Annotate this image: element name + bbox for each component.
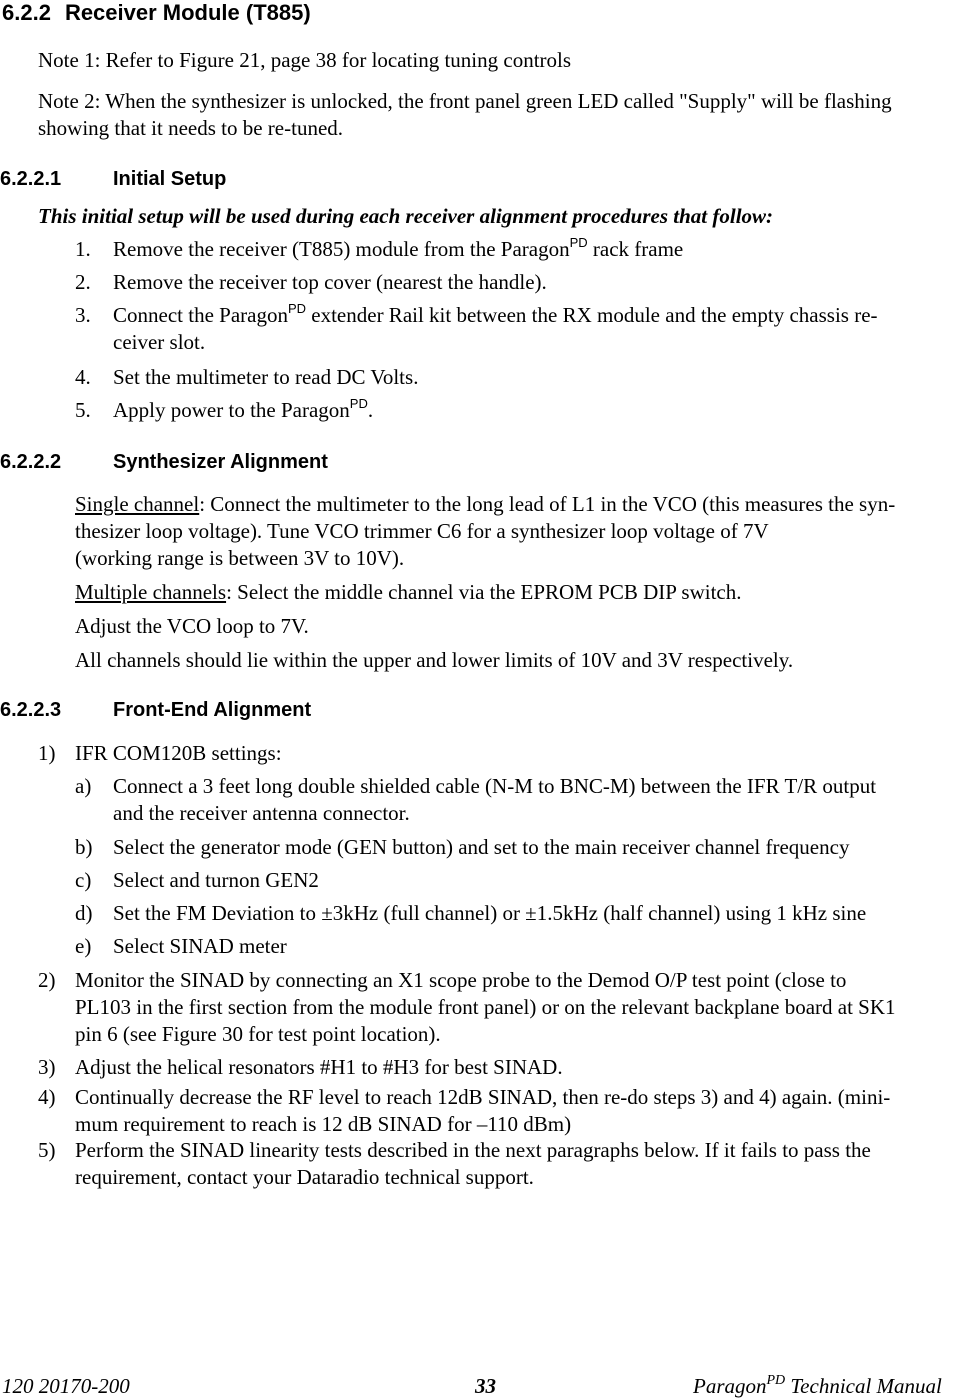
footer-manual-title: Paragon$^{PD}$ Technical Manual xyxy=(693,1373,942,1398)
list-marker: 2. xyxy=(75,270,91,294)
list-item: Remove the receiver top cover (nearest the handle). xyxy=(113,270,547,294)
list-marker: 1. xyxy=(75,237,91,261)
subsection-title: Synthesizer Alignment xyxy=(113,451,328,473)
sub-list-item: Select SINAD meter xyxy=(113,934,287,958)
section-heading xyxy=(2,0,311,26)
list-item: Continually decrease the RF level to reach 12dB SINAD, then re-do steps 3) and 4) again. (mini- xyxy=(75,1085,891,1109)
superscript: PD xyxy=(569,235,588,250)
list-item: Connect the Paragon$^{PD}$ extender Rail kit between the RX module and the empty chassis re- xyxy=(113,301,878,327)
list-marker: 5. xyxy=(75,398,91,422)
list-item: Apply power to the Paragon$^{PD}$. xyxy=(113,396,374,422)
list-marker: 4. xyxy=(75,365,91,389)
list-item: Remove the receiver (T885) module from the Paragon$^{PD}$ rack frame xyxy=(113,235,684,261)
synth-adjust: Adjust the VCO loop to 7V. xyxy=(75,614,309,638)
section-title: Receiver Module (T885) xyxy=(64,0,311,25)
list-item-continued: requirement, contact your Dataradio technical support. xyxy=(75,1165,534,1189)
superscript: PD xyxy=(766,1373,786,1388)
sub-list-marker: e) xyxy=(75,934,92,958)
subsection-heading-initial-setup xyxy=(0,168,61,191)
sub-list-marker: a) xyxy=(75,774,92,798)
synth-all-channels: All channels should lie within the upper and lower limits of 10V and 3V respectively. xyxy=(75,648,794,672)
superscript: PD xyxy=(287,301,307,316)
list-marker: 3. xyxy=(75,303,91,327)
footer-doc-number: 120 20170-200 xyxy=(2,1374,130,1398)
synth-multiple-channels: Multiple channels: Select the middle channel via the EPROM PCB DIP switch. xyxy=(75,580,742,604)
superscript: PD xyxy=(349,396,368,411)
list-item: IFR COM120B settings: xyxy=(75,741,282,765)
synth-single-channel-line3: (working range is between 3V to 10V). xyxy=(75,546,405,570)
list-item: Monitor the SINAD by connecting an X1 scope probe to the Demod O/P test point (close to xyxy=(75,968,847,992)
sub-list-item-continued: and the receiver antenna connector. xyxy=(113,801,410,825)
sub-list-item: Select the generator mode (GEN button) and set to the main receiver channel frequency xyxy=(113,835,850,859)
subsection-number: 6.2.2.3 xyxy=(0,699,62,721)
initial-setup-intro: This initial setup will be used during each receiver alignment procedures that follow: xyxy=(38,204,774,228)
footer-page-number: 33 xyxy=(475,1374,496,1398)
single-channel-label: Single channel xyxy=(75,492,200,516)
list-item: Set the multimeter to read DC Volts. xyxy=(113,365,419,389)
list-item-continued: PL103 in the first section from the module front panel) or on the relevant backplane board at SK1 xyxy=(75,995,896,1019)
sub-list-marker: c) xyxy=(75,868,92,892)
list-marker: 3) xyxy=(38,1055,56,1079)
sub-list-item: Set the FM Deviation to ±3kHz (full channel) or ±1.5kHz (half channel) using 1 kHz sine xyxy=(113,901,867,925)
list-item-continued: mum requirement to reach is 12 dB SINAD for –110 dBm) xyxy=(75,1112,572,1136)
subsection-title: Initial Setup xyxy=(113,168,227,190)
list-marker: 4) xyxy=(38,1085,56,1109)
list-marker: 2) xyxy=(38,968,56,992)
note-2-continued: showing that it needs to be re-tuned. xyxy=(38,116,344,140)
list-marker: 1) xyxy=(38,741,56,765)
list-item-continued: pin 6 (see Figure 30 for test point location). xyxy=(75,1022,441,1046)
list-item: Adjust the helical resonators #H1 to #H3 for best SINAD. xyxy=(75,1055,563,1079)
subsection-title: Front-End Alignment xyxy=(113,699,312,721)
sub-list-marker: b) xyxy=(75,835,93,859)
section-number: 6.2.2 xyxy=(2,0,51,25)
sub-list-item: Connect a 3 feet long double shielded cable (N-M to BNC-M) between the IFR T/R output xyxy=(113,774,877,798)
subsection-number: 6.2.2.1 xyxy=(0,168,62,190)
list-item-continued: ceiver slot. xyxy=(113,330,206,354)
multiple-channels-label: Multiple channels xyxy=(75,580,227,604)
sub-list-marker: d) xyxy=(75,901,93,925)
synth-single-channel-line2: thesizer loop voltage). Tune VCO trimmer C6 for a synthesizer loop voltage of 7V xyxy=(75,519,769,543)
sub-list-item: Select and turnon GEN2 xyxy=(113,868,319,892)
note-1: Note 1: Refer to Figure 21, page 38 for locating tuning controls xyxy=(38,48,572,72)
note-2: Note 2: When the synthesizer is unlocked, the front panel green LED called "Supply" will be flashing xyxy=(38,89,892,113)
subsection-number: 6.2.2.2 xyxy=(0,451,62,473)
list-item: Perform the SINAD linearity tests described in the next paragraphs below. If it fails to pass the xyxy=(75,1138,871,1162)
synth-single-channel: Single channel: Connect the multimeter to the long lead of L1 in the VCO (this measures the syn- xyxy=(75,492,896,516)
list-marker: 5) xyxy=(38,1138,56,1162)
